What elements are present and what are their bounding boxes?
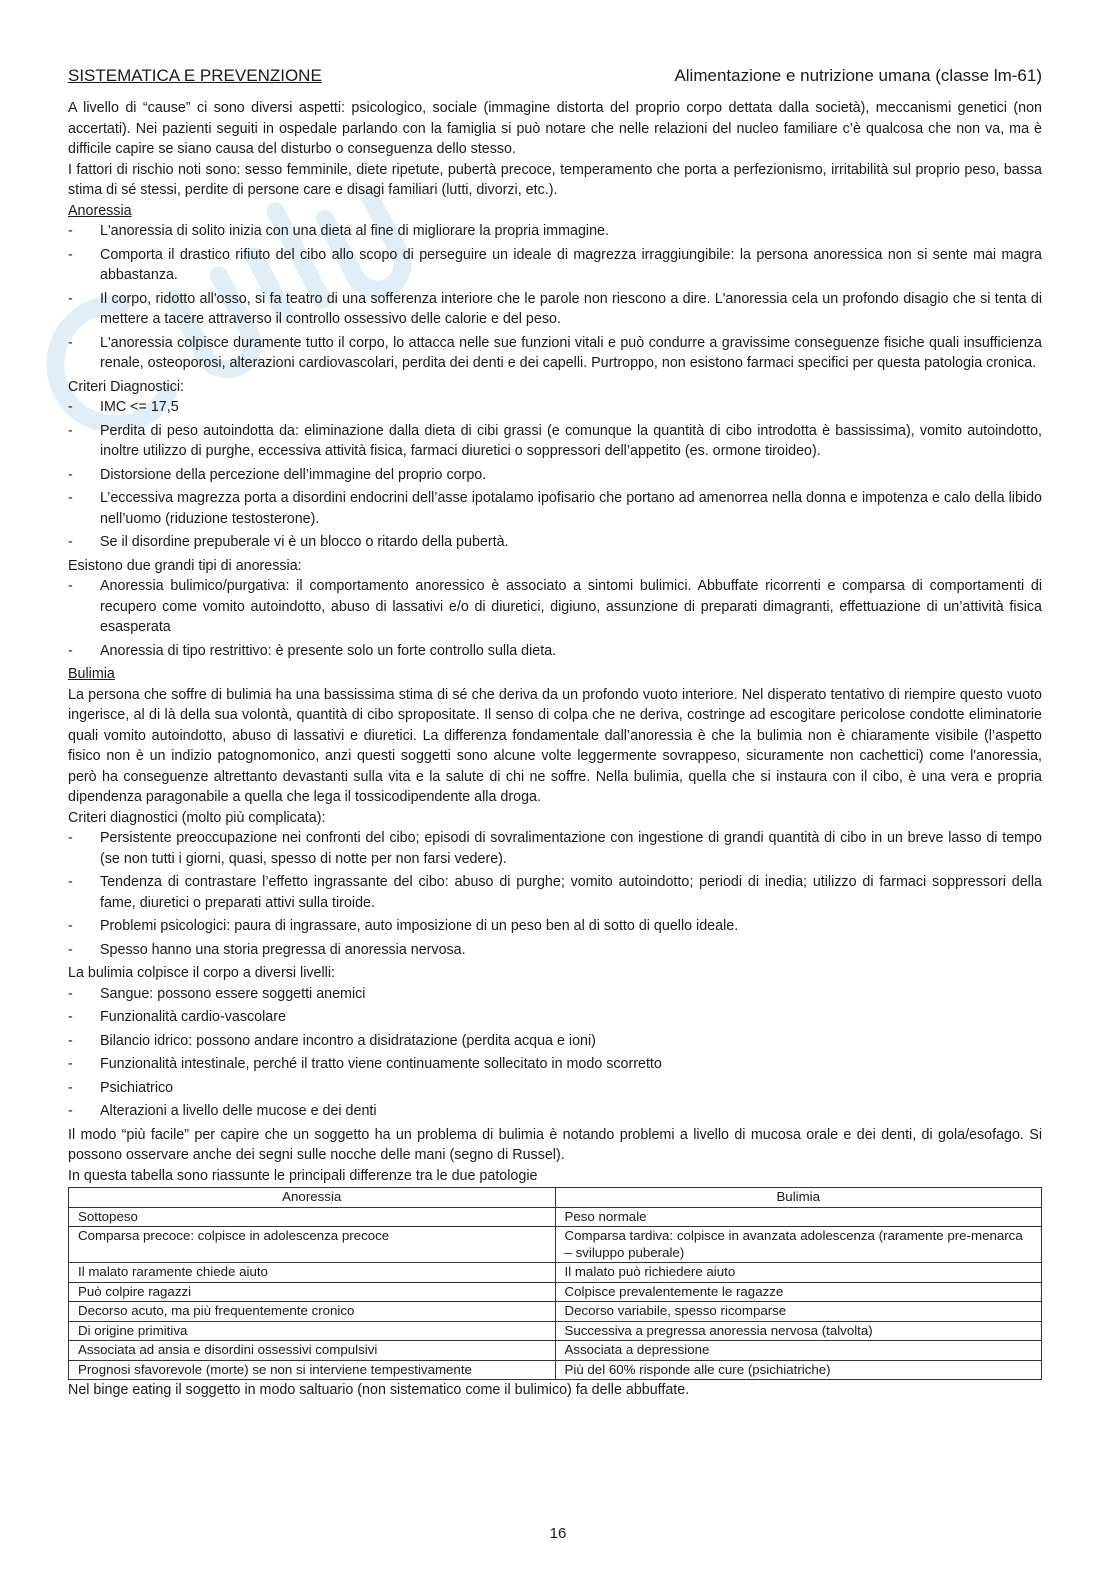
list-item: - Comporta il drastico rifiuto del cibo allo scopo di perseguire un ideale di magrezza irraggiungibile: la persona anoressica non si sente mai magra abbastanza. [68, 245, 1042, 286]
intro-paragraph-risk-factors: I fattori di rischio noti sono: sesso femminile, diete ripetute, pubertà precoce, temperamento che porta a perfezionismo, irritabilità sul proprio peso, bassa stima di sé stessi, perdite di persone care e disagi familiari (lutti, divorzi, etc.). [68, 161, 1042, 198]
list-item: - Funzionalità cardio-vascolare [68, 1007, 1042, 1028]
list-item: - Il corpo, ridotto all'osso, si fa teatro di una sofferenza interiore che le parole non riescono a dire. L'anoressia cela un profondo disagio che si tenta di mettere a tacere attraverso il controllo ossessivo delle calorie e del peso. [68, 289, 1042, 330]
list-item: - L’eccessiva magrezza porta a disordini endocrini dell’asse ipotalamo ipofisario che portano ad amenorrea nella donna e impotenza e calo della libido nell’uomo (riduzione testosterone). [68, 488, 1042, 529]
list-item: - Funzionalità intestinale, perché il tratto viene continuamente sollecitato in modo scorretto [68, 1054, 1042, 1075]
list-item: - Sangue: possono essere soggetti anemici [68, 984, 1042, 1005]
bulimia-criteria-title: Criteri diagnostici (molto più complicata): [68, 809, 326, 826]
binge-eating-note: Nel binge eating il soggetto in modo saltuario (non sistematico come il bulimico) fa delle abbuffate. [68, 1382, 690, 1398]
table-row [69, 1341, 1042, 1361]
table-cell: Il malato può richiedere aiuto [555, 1263, 1042, 1283]
page-header [68, 66, 1042, 86]
anoressia-bullets [68, 221, 1042, 374]
bulimia-paragraph: La persona che soffre di bulimia ha una bassissima stima di sé che deriva da un profondo vuoto interiore. Nel disperato tentativo di riempire questo vuoto ingerisce, al di là della sua volontà, quantità di cibo spropositate. Il senso di colpa che ne deriva, costringe ad escogitare pericolose condotte eliminatorie quali vomito autoindotto, abuso di lassativi e diuretici. La differenza fondamentale dall’anoressia è che la bulimia non è chiaramente visibile (l’aspetto fisico non è un indizio patognomonico, anzi questi soggetti sono alcune volte leggermente sovrappeso, sicuramente non cachettici) come l'anoressia, però ha conseguenze altrettanto devastanti sulla vita e la salute di chi ne soffre. Nella bulimia, quella che si instaura con il cibo, è una vera e propria dipendenza paragonabile a quella che lega il tossicodipendente alla droga. [68, 686, 1042, 805]
table-row [69, 1282, 1042, 1302]
table-cell: Peso normale [555, 1207, 1042, 1227]
table-cell: Il malato raramente chiede aiuto [69, 1263, 556, 1283]
list-item: - Psichiatrico [68, 1078, 1042, 1099]
list-item: - Perdita di peso autoindotta da: eliminazione dalla dieta di cibi grassi (e comunque la quantità di cibo introdotta è bassissima), vomito autoindotto, inoltre utilizzo di purghe, eccessiva attività fisica, farmaci diuretici o soppressori dell’appetito (es. ormone tiroideo). [68, 421, 1042, 462]
table-cell: Comparsa tardiva: colpisce in avanzata adolescenza (raramente pre-menarca – sviluppo puberale) [555, 1227, 1042, 1263]
intro-paragraph-causes: A livello di “cause” ci sono diversi aspetti: psicologico, sociale (immagine distorta del proprio corpo dettata dalla società), meccanismi genetici (non accertati). Nei pazienti seguiti in ospedale parlando con la famiglia si può notare che nelle relazioni del nucleo familiare c’è qualcosa che non va, ma è difficile capire se siano causa del disturbo o conseguenza dello stesso. [68, 100, 1042, 157]
bulimia-levels-list [68, 984, 1042, 1122]
table-intro: In questa tabella sono riassunte le principali differenze tra le due patologie [68, 1167, 538, 1184]
list-item: - L'anoressia colpisce duramente tutto il corpo, lo attacca nelle sue funzioni vitali e può condurre a gravissime conseguenze fisiche quali insufficienza renale, osteoporosi, alterazioni cardiovascolari, perdita dei denti e dei capelli. Purtroppo, non esistono farmaci specifici per questa patologia cronica. [68, 333, 1042, 374]
column-header-bulimia: Bulimia [555, 1188, 1042, 1208]
section-heading-bulimia: Bulimia [68, 666, 115, 682]
list-item: - Persistente preoccupazione nei confronti del cibo; episodi di sovralimentazione con ingestione di grandi quantità di cibo in un breve lasso di tempo (se non tutti i giorni, quasi, spesso di notte per non farsi vedere). [68, 828, 1042, 869]
anoressia-criteria-title: Criteri Diagnostici: [68, 378, 184, 395]
list-item: - IMC <= 17,5 [68, 397, 1042, 418]
table-cell: Di origine primitiva [69, 1321, 556, 1341]
bulimia-closing-paragraph: Il modo “più facile” per capire che un soggetto ha un problema di bulimia è notando problemi a livello di mucosa orale e dei denti, di gola/esofago. Si possono osservare anche dei segni sulle nocche delle mani (segno di Russel). [68, 1126, 1042, 1163]
table-row [69, 1263, 1042, 1283]
document-body [68, 98, 1042, 1401]
comparison-table [68, 1187, 1042, 1380]
table-cell: Può colpire ragazzi [69, 1282, 556, 1302]
table-cell: Prognosi sfavorevole (morte) se non si interviene tempestivamente [69, 1360, 556, 1380]
table-header-row [69, 1188, 1042, 1208]
anoressia-types-list [68, 576, 1042, 661]
column-header-anoressia: Anoressia [69, 1188, 556, 1208]
anoressia-criteria-list [68, 397, 1042, 553]
table-cell: Comparsa precoce: colpisce in adolescenza precoce [69, 1227, 556, 1263]
list-item: - Bilancio idrico: possono andare incontro a disidratazione (perdita acqua e ioni) [68, 1031, 1042, 1052]
list-item: - L'anoressia di solito inizia con una dieta al fine di migliorare la propria immagine. [68, 221, 1042, 242]
table-cell: Sottopeso [69, 1207, 556, 1227]
list-item: - Distorsione della percezione dell’immagine del proprio corpo. [68, 465, 1042, 486]
list-item: - Anoressia bulimico/purgativa: il comportamento anoressico è associato a sintomi bulimici. Abbuffate ricorrenti e comparsa di comportamenti di recupero come vomito autoindotto, abuso di lassativi e/o di diuretici, digiuno, assunzione di preparati dimagranti, effettuazione di un’attività fisica esasperata [68, 576, 1042, 638]
list-item: - Tendenza di contrastare l’effetto ingrassante del cibo: abuso di purghe; vomito autoindotto; periodi di inedia; utilizzo di farmaci soppressori della fame, diuretici o preparati attivi sulla tiroide. [68, 872, 1042, 913]
list-item: - Spesso hanno una storia pregressa di anoressia nervosa. [68, 940, 1042, 961]
page-number: 16 [549, 1525, 567, 1542]
header-course-title: Alimentazione e nutrizione umana (classe lm-61) [674, 66, 1042, 85]
table-cell: Colpisce prevalentemente le ragazze [555, 1282, 1042, 1302]
document-page [68, 66, 1042, 1401]
list-item: - Alterazioni a livello delle mucose e dei denti [68, 1101, 1042, 1122]
bulimia-levels-title: La bulimia colpisce il corpo a diversi livelli: [68, 965, 335, 981]
header-section-title: SISTEMATICA E PREVENZIONE [68, 66, 322, 85]
table-row [69, 1360, 1042, 1380]
anoressia-types-title: Esistono due grandi tipi di anoressia: [68, 557, 302, 574]
table-cell: Decorso acuto, ma più frequentemente cronico [69, 1302, 556, 1322]
table-cell: Successiva a pregressa anoressia nervosa (talvolta) [555, 1321, 1042, 1341]
table-row [69, 1227, 1042, 1263]
list-item: - Problemi psicologici: paura di ingrassare, auto imposizione di un peso ben al di sotto di quello ideale. [68, 916, 1042, 937]
list-item: - Anoressia di tipo restrittivo: è presente solo un forte controllo sulla dieta. [68, 641, 1042, 662]
table-cell: Associata ad ansia e disordini ossessivi compulsivi [69, 1341, 556, 1361]
table-cell: Associata a depressione [555, 1341, 1042, 1361]
table-cell: Decorso variabile, spesso ricomparse [555, 1302, 1042, 1322]
table-cell: Più del 60% risponde alle cure (psichiatriche) [555, 1360, 1042, 1380]
table-row [69, 1321, 1042, 1341]
section-heading-anoressia: Anoressia [68, 202, 132, 219]
bulimia-criteria-list [68, 828, 1042, 960]
table-row [69, 1302, 1042, 1322]
table-row [69, 1207, 1042, 1227]
list-item: - Se il disordine prepuberale vi è un blocco o ritardo della pubertà. [68, 532, 1042, 553]
